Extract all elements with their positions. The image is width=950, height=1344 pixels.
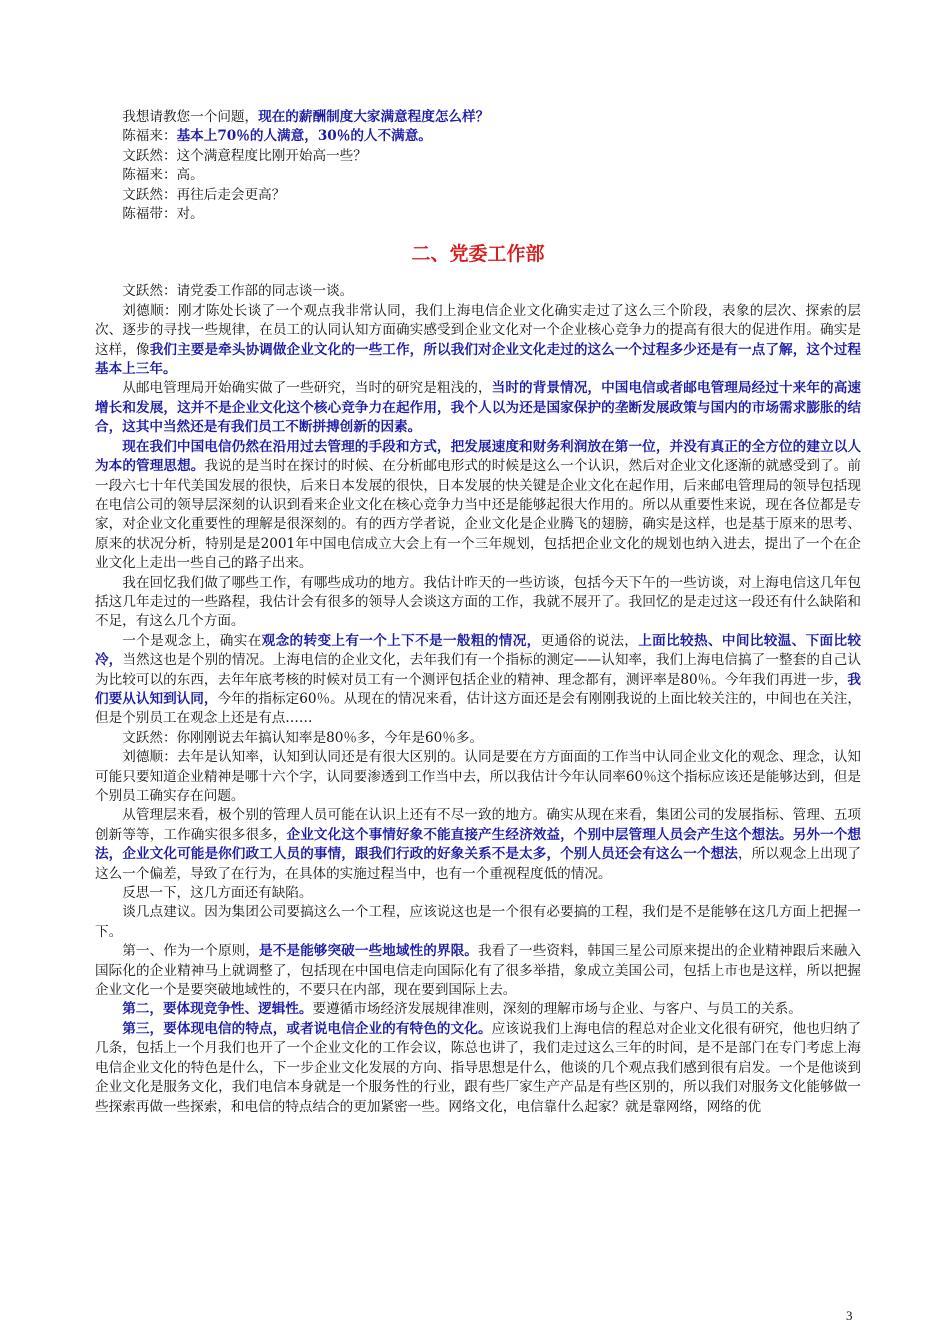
paragraph: 谈几点建议。因为集团公司要搞这么一个工程，应该说这也是一个很有必要搞的工程，我们是不是能够在这几方面上把握一下。 [95,904,861,940]
dialogue-line: 文跃然：再往后走会更高？ [122,186,286,203]
paragraph: 一个是观念上，确实在观念的转变上有一个上下不是一般粗的情况，更通俗的说法，上面比较热、中间比较温、下面比较冷，当然这也是个别的情况。上海电信的企业文化，去年我们有一个指标的测定——认知率，我们上海电信搞了一整套的自己认为比较可以的东西，去年年底考核的时候对员工有一个测评包括企业的精神、理念都有，测评率是80％。今年我们再进一步，我们要从认知到认同，今年的指标定60％。从现在的情况来看，估计这方面还是会有刚刚我说的上面比较关注的，中间也在关注，但是个别员工在观念上还是有点…… [95,632,862,727]
paragraph: 从管理层来看，极个别的管理人员可能在认识上还有不尽一致的地方。确实从现在来看，集团公司的发展指标、管理、五项创新等等，工作确实很多很多，企业文化这个事情好象不能直接产生经济效益，个别中层管理人员会产生这个想法。另外一个想法，企业文化可能是你们政工人员的事情，跟我们行政的好象关系不是太多，个别人员还会有这么一个想法，所以观念上出现了这么一个偏差，导致了在行为，在具体的实施过程当中，也有一个重视程度低的情况。 [95,807,862,882]
paragraph: 第三，要体现电信的特点，或者说电信企业的有特色的文化。应该说我们上海电信的程总对企业文化很有研究，他也归纳了几条，包括上一个月我们也开了一个企业文化的工作会议，陈总也讲了，我们走过这么三年的时间，是不是部门在专门考虑上海电信企业文化的特色是什么，下一步企业文化发展的方向、指导思想是什么，他谈的几个观点我们感到很有启发。一个是他谈到企业文化是服务文化，我们电信本身就是一个服务性的行业，跟有些厂家生产产品是有些区别的，所以我们对服务文化能够做一些探索再做一些探索，和电信的特点结合的更加紧密一些。网络文化，电信靠什么起家？就是靠网络，网络的优 [95,1020,862,1115]
dialogue-line: 陈福来：基本上70％的人满意，30％的人不满意。 [122,128,432,145]
paragraph: 文跃然：你刚刚说去年搞认知率是80％多，今年是60％多。 [122,729,484,746]
paragraph: 从邮电管理局开始确实做了一些研究，当时的研究是粗浅的，当时的背景情况，中国电信或者邮电管理局经过十来年的高速增长和发展，这并不是企业文化这个核心竞争力在起作用，我个人以为还是国家保护的垄断发展政策与国内的市场需求膨胀的结合，这其中当然还是有我们员工不断拼搏创新的因素。 [95,380,862,436]
dialogue-line: 我想请教您一个问题，现在的薪酬制度大家满意程度怎么样？ [122,109,490,125]
page-number: 3 [846,1308,853,1323]
dialogue-block [95,108,861,224]
paragraph: 反思一下，这几方面还有缺陷。 [122,885,313,902]
paragraph: 刘德顺：去年是认知率，认知到认同还是有很大区别的。认同是要在方方面面的工作当中认同企业文化的观念、理念，认知可能只要知道企业精神是哪十六个字，认同要渗透到工作当中去，所以我估计今年认同率60％这个指标应该还是能够达到，但是个别员工确实存在问题。 [95,749,861,804]
dialogue-line: 陈福来：高。 [122,167,204,184]
dialogue-line: 文跃然：这个满意程度比刚开始高一些？ [122,147,367,164]
paragraph: 我在回忆我们做了哪些工作，有哪些成功的地方。我估计昨天的一些访谈，包括今天下午的一些访谈，对上海电信这几年包括这几年走过的一些路程，我估计会有很多的领导人会谈这方面的工作，我就不展开了。我回忆的是走过这一段还有什么缺陷和不足，有这么几个方面。 [95,574,861,630]
paragraph: 第一、作为一个原则，是不是能够突破一些地域性的界限。我看了一些资料，韩国三星公司原来提出的企业精神跟后来融入国际化的企业精神马上就调整了，包括现在中国电信走向国际化有了很多举措，象成立美国公司，包括上市也是这样，所以把握企业文化一个是要突破地域性的，不要只在内部，现在要到国际上去。 [95,943,862,999]
dialogue-line: 陈福带：对。 [122,206,204,223]
paragraph: 文跃然：请党委工作部的同志谈一谈。 [122,283,354,300]
paragraph: 现在我们中国电信仍然在沿用过去管理的手段和方式，把发展速度和财务利润放在第一位，并没有真正的全方位的建立以人为本的管理思想。我说的是当时在探讨的时候、在分析邮电形式的时候是这么一个认识，然后对企业文化逐渐的就感受到了。前一段六七十年代美国发展的很快，后来日本发展的很快，日本发展的快关键是企业文化在起作用，后来邮电管理局的领导包括现在电信公司的领导层深刻的认识到看来企业文化在核心竞争力当中还是能够起很大作用的。所以从重要性来说，现在各位都是专家，对企业文化重要性的理解是很深刻的。有的西方学者说，企业文化是企业腾飞的翅膀，确实是这样，也是基于原来的思考、原来的状况分析，特别是是2001年中国电信成立大会上有一个三年规划，包括把企业文化的规划也纳入进去，提出了一个在企业文化上走出一些自己的路子出来。 [95,438,862,572]
section-title: 二、党委工作部 [411,243,545,266]
paragraph: 第二，要体现竞争性、逻辑性。要遵循市场经济发展规律准则，深刻的理解市场与企业、与客户、与员工的关系。 [122,1001,802,1018]
document-body [95,108,861,1117]
paragraph: 刘德顺：刚才陈处长谈了一个观点我非常认同，我们上海电信企业文化确实走过了这么三个阶段，表象的层次、探索的层次、逐步的寻找一些规律，在员工的认同认知方面确实感受到企业文化对一个企业核心竞争力的提高有很大的促进作用。确实是这样，像我们主要是牵头协调做企业文化的一些工作，所以我们对企业文化走过的这么一个过程多少还是有一点了解，这个过程基本上三年。 [95,302,862,378]
